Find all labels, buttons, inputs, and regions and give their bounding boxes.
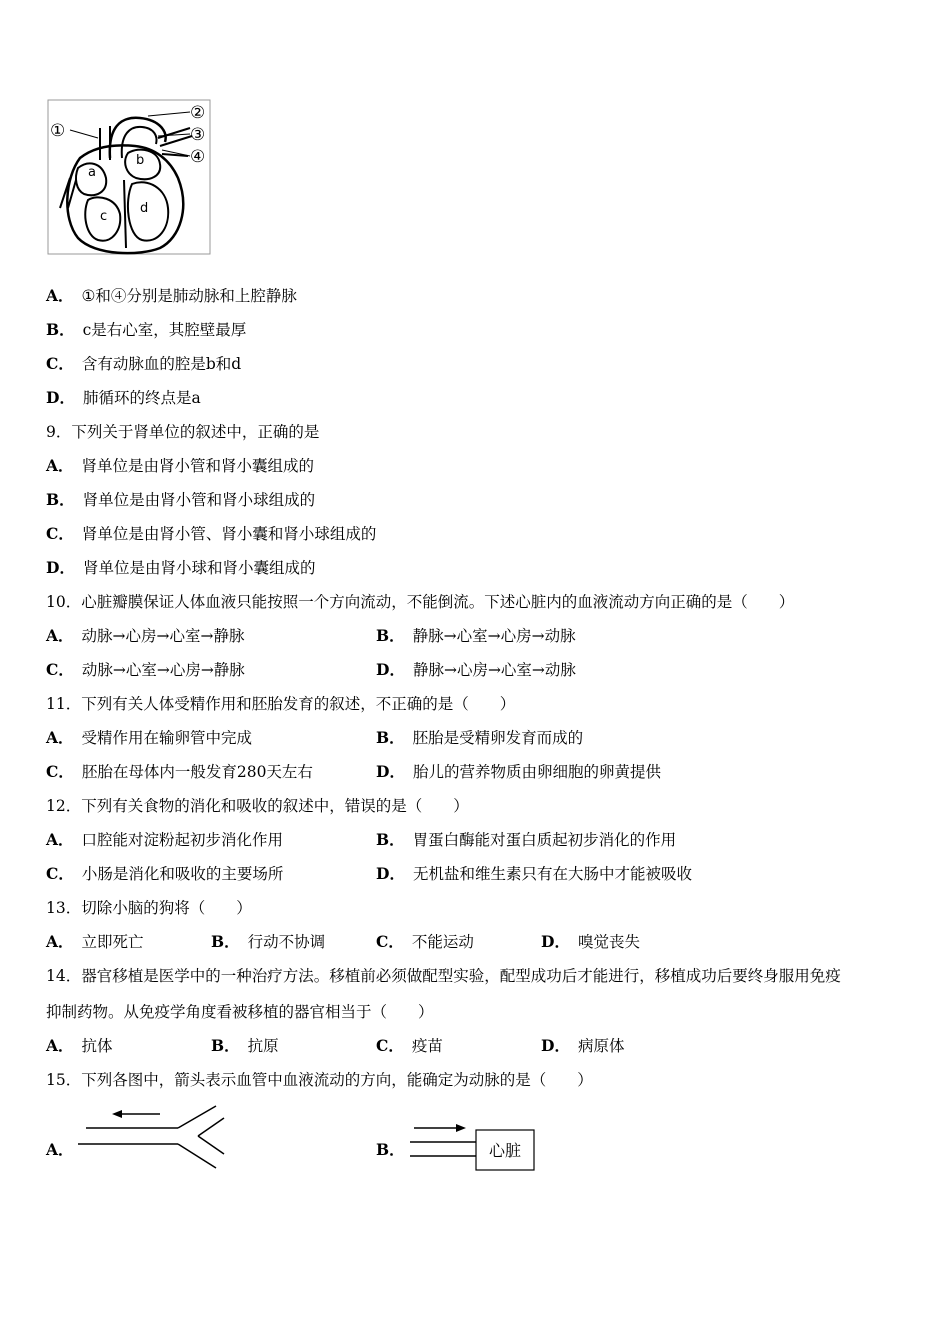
pulmonary-vessels-shape	[158, 128, 192, 156]
q12-option-b[interactable]	[376, 830, 676, 850]
q13-option-a[interactable]	[46, 932, 144, 952]
q12-option-a[interactable]	[46, 830, 283, 850]
option-label: B．	[376, 830, 405, 849]
q12-stem: 12．下列有关食物的消化和吸收的叙述中，错误的是（ ）	[46, 797, 469, 815]
option-label: A．	[46, 1036, 74, 1055]
q14-option-b[interactable]	[211, 1036, 279, 1056]
option-label: B．	[46, 490, 75, 509]
option-label: D．	[376, 864, 405, 883]
q15-figure-b	[406, 1118, 540, 1174]
option-text: 行动不协调	[247, 933, 326, 951]
option-label: A．	[46, 728, 74, 747]
option-text: 小肠是消化和吸收的主要场所	[81, 865, 284, 883]
q13-option-d[interactable]	[541, 932, 640, 952]
option-text: 含有动脉血的腔是b和d	[81, 355, 242, 373]
option-label: A．	[46, 626, 74, 645]
option-text: 病原体	[577, 1037, 625, 1055]
option-text: ①和④分别是肺动脉和上腔静脉	[81, 287, 297, 305]
branch-lower-outer	[178, 1144, 216, 1168]
heart-diagram	[40, 98, 220, 258]
option-text: 肾单位是由肾小管和肾小球组成的	[82, 491, 316, 509]
option-label: C．	[46, 524, 74, 543]
branch-upper-inner	[198, 1118, 224, 1136]
option-label: D．	[46, 558, 75, 577]
chamber-label-d: d	[140, 201, 149, 216]
option-label: D．	[541, 1036, 570, 1055]
option-text: 疫苗	[411, 1037, 443, 1055]
q11-option-b[interactable]	[376, 728, 583, 748]
label-2: ②	[190, 103, 206, 123]
option-text: 口腔能对淀粉起初步消化作用	[81, 831, 284, 849]
option-label: D．	[541, 932, 570, 951]
q9-option-a[interactable]	[46, 456, 314, 476]
q8-option-a[interactable]	[46, 286, 297, 306]
q13-option-c[interactable]	[376, 932, 474, 952]
option-text: 抗体	[81, 1037, 113, 1055]
branch-upper-outer	[178, 1106, 216, 1128]
option-text: 肾单位是由肾小管、肾小囊和肾小球组成的	[81, 525, 377, 543]
option-label: A．	[46, 830, 74, 849]
option-label: C．	[376, 932, 404, 951]
q14-option-c[interactable]	[376, 1036, 443, 1056]
q10-option-d[interactable]	[376, 660, 576, 680]
option-text: 肾单位是由肾小管和肾小囊组成的	[81, 457, 315, 475]
q10-option-a[interactable]	[46, 626, 245, 646]
option-label: B．	[376, 1140, 405, 1159]
option-label: D．	[46, 388, 75, 407]
option-text: 静脉→心房→心室→动脉	[412, 661, 576, 679]
q13-option-b[interactable]	[211, 932, 325, 952]
branch-lower-inner	[198, 1136, 224, 1154]
heart-box-label: 心脏	[488, 1141, 522, 1160]
label-3: ③	[190, 125, 206, 145]
q11-option-c[interactable]	[46, 762, 313, 782]
q14-stem-line-2: 抑制药物。从免疫学角度看被移植的器官相当于（ ）	[46, 1003, 434, 1021]
option-text: 无机盐和维生素只有在大肠中才能被吸收	[412, 865, 692, 883]
leader-line-2	[148, 112, 190, 116]
option-text: 胃蛋白酶能对蛋白质起初步消化的作用	[412, 831, 677, 849]
chamber-label-a: a	[88, 165, 96, 180]
option-text: 胚胎在母体内一般发育280天左右	[81, 763, 313, 781]
q9-option-b[interactable]	[46, 490, 315, 510]
option-text: 抗原	[247, 1037, 279, 1055]
option-label: C．	[376, 1036, 404, 1055]
q8-option-d[interactable]	[46, 388, 201, 408]
q10-option-c[interactable]	[46, 660, 245, 680]
q12-option-d[interactable]	[376, 864, 692, 884]
leader-line-3	[158, 134, 190, 136]
q14-option-a[interactable]	[46, 1036, 113, 1056]
option-label: C．	[46, 660, 74, 679]
leader-line-1	[70, 130, 98, 138]
q12-option-c[interactable]	[46, 864, 283, 884]
option-label: B．	[46, 320, 75, 339]
option-text: 立即死亡	[81, 933, 144, 951]
option-text: 胎儿的营养物质由卵细胞的卵黄提供	[412, 763, 661, 781]
option-text: 动脉→心室→心房→静脉	[81, 661, 245, 679]
option-label: C．	[46, 762, 74, 781]
label-1: ①	[50, 121, 66, 141]
option-label: A．	[46, 1140, 74, 1159]
q8-option-b[interactable]	[46, 320, 246, 340]
q14-option-d[interactable]	[541, 1036, 624, 1056]
option-label: B．	[376, 626, 405, 645]
option-label: C．	[46, 864, 74, 883]
option-label: A．	[46, 932, 74, 951]
option-text: 胚胎是受精卵发育而成的	[412, 729, 584, 747]
option-text: 动脉→心房→心室→静脉	[81, 627, 245, 645]
q10-stem: 10．心脏瓣膜保证人体血液只能按照一个方向流动，不能倒流。下述心脏内的血液流动方向正确的是（ ）	[46, 593, 795, 611]
option-label: D．	[376, 660, 405, 679]
q13-stem: 13．切除小脑的狗将（ ）	[46, 899, 252, 917]
septum-shape	[124, 180, 126, 248]
option-text: 受精作用在输卵管中完成	[81, 729, 253, 747]
chamber-label-b: b	[136, 153, 145, 168]
q9-option-d[interactable]	[46, 558, 315, 578]
option-label: A．	[46, 286, 74, 305]
q11-option-a[interactable]	[46, 728, 252, 748]
option-text: 静脉→心室→心房→动脉	[412, 627, 576, 645]
option-text: 肾单位是由肾小球和肾小囊组成的	[82, 559, 316, 577]
option-label: B．	[211, 1036, 240, 1055]
option-text: 肺循环的终点是a	[82, 389, 201, 407]
q15-stem: 15．下列各图中，箭头表示血管中血液流动的方向，能确定为动脉的是（ ）	[46, 1071, 593, 1089]
arrow-right-icon	[456, 1124, 466, 1132]
q14-stem-line-1: 14．器官移植是医学中的一种治疗方法。移植前必须做配型实验，配型成功后才能进行，移植成功后要终身服用免疫	[46, 967, 841, 985]
q10-option-b[interactable]	[376, 626, 576, 646]
arrow-left-icon	[112, 1110, 122, 1118]
option-label: B．	[211, 932, 240, 951]
label-4: ④	[190, 147, 206, 167]
option-label: A．	[46, 456, 74, 475]
option-label: B．	[376, 728, 405, 747]
option-text: 嗅觉丧失	[577, 933, 640, 951]
q8-option-c[interactable]	[46, 354, 241, 374]
option-label: C．	[46, 354, 74, 373]
q11-stem: 11．下列有关人体受精作用和胚胎发育的叙述，不正确的是（ ）	[46, 695, 516, 713]
q11-option-d[interactable]	[376, 762, 661, 782]
option-text: 不能运动	[411, 933, 474, 951]
chamber-label-c: c	[100, 209, 108, 224]
q15-figure-a	[76, 1102, 236, 1174]
option-text: c是右心室，其腔壁最厚	[82, 321, 247, 339]
q9-stem: 9．下列关于肾单位的叙述中，正确的是	[46, 423, 320, 441]
q9-option-c[interactable]	[46, 524, 376, 544]
option-label: D．	[376, 762, 405, 781]
vena-cava-shape	[100, 126, 110, 160]
